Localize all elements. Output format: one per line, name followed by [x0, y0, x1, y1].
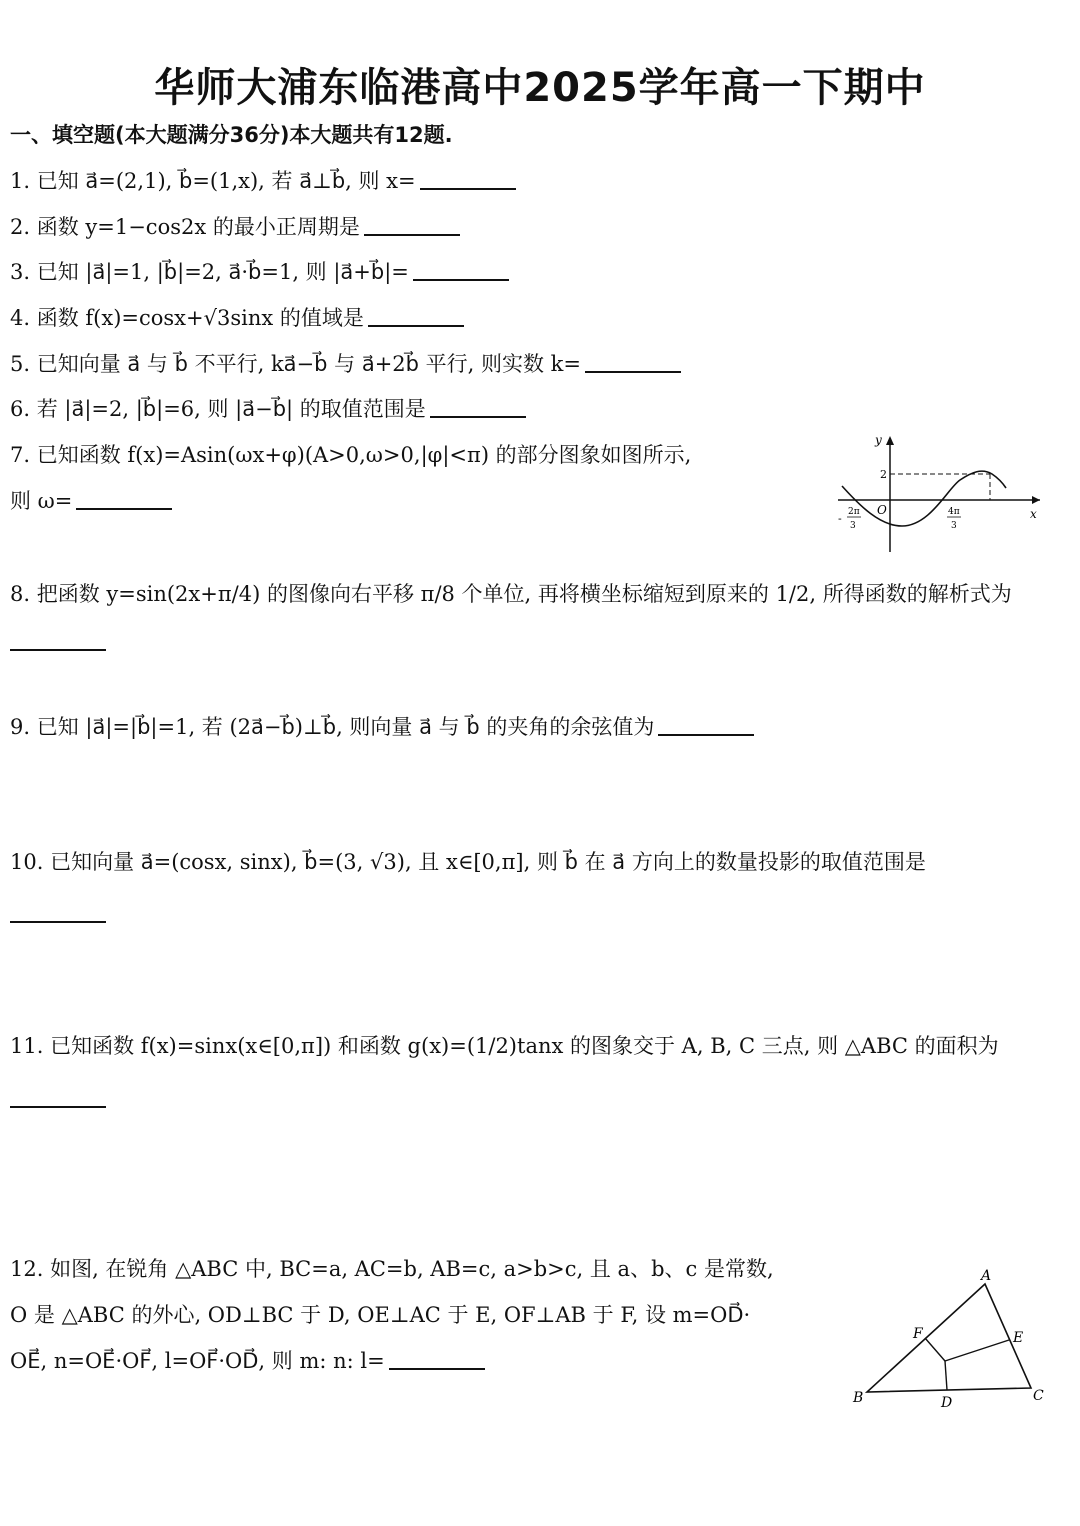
segment-of	[925, 1338, 945, 1361]
question-3	[10, 258, 509, 286]
question-2-text: 2. 函数 y=1−cos2x 的最小正周期是	[10, 215, 360, 239]
triangle-abc	[867, 1284, 1031, 1392]
answer-blank-12[interactable]	[389, 1368, 485, 1370]
vertex-a-label: A	[981, 1268, 992, 1284]
x-axis-label: x	[1030, 507, 1037, 521]
question-11: 11. 已知函数 f(x)=sinx(x∈[0,π]) 和函数 g(x)=(1/2)tanx 的图象交于 A, B, C 三点, 则 △ABC 的面积为	[10, 1034, 999, 1058]
answer-blank-8[interactable]	[10, 649, 106, 651]
origin-label: O	[877, 503, 887, 517]
question-8: 8. 把函数 y=sin(2x+π/4) 的图像向右平移 π/8 个单位, 再将横坐标缩短到原来的 1/2, 所得函数的解析式为	[10, 582, 1012, 606]
question-4-text: 4. 函数 f(x)=cosx+√3sinx 的值域是	[10, 306, 364, 330]
question-9-text: 9. 已知 |a⃗|=|b⃗|=1, 若 (2a⃗−b⃗)⊥b⃗, 则向量 a⃗ 与 b⃗ 的夹角的余弦值为	[10, 715, 655, 739]
answer-blank-2[interactable]	[364, 234, 460, 236]
vertex-c-label: C	[1033, 1388, 1044, 1404]
y-axis-label: y	[875, 433, 882, 447]
question-4	[10, 304, 464, 332]
answer-blank-1[interactable]	[420, 188, 516, 190]
answer-blank-9[interactable]	[658, 734, 754, 736]
x-axis-arrow	[1032, 496, 1040, 504]
right-tick-numerator: 4π	[948, 507, 960, 517]
y-tick-label: 2	[880, 468, 887, 481]
question-12-text: OE⃗, n=OE⃗·OF⃗, l=OF⃗·OD⃗, 则 m: n: l=	[10, 1349, 385, 1373]
question-8-answer-line	[10, 628, 106, 656]
segment-oe	[945, 1340, 1009, 1361]
y-axis-arrow	[886, 436, 894, 445]
point-e-label: E	[1013, 1330, 1024, 1346]
question-5	[10, 350, 681, 378]
answer-blank-11[interactable]	[10, 1106, 106, 1108]
question-10-answer-line	[10, 900, 106, 928]
question-7-text: 则 ω=	[10, 489, 73, 513]
section-heading: 一、填空题(本大题满分36分)本大题共有12题.	[10, 123, 453, 147]
question-10: 10. 已知向量 a⃗=(cosx, sinx), b⃗=(3, √3), 且 x∈[0,π], 则 b⃗ 在 a⃗ 方向上的数量投影的取值范围是	[10, 850, 926, 874]
question-6	[10, 395, 526, 423]
left-tick-denominator: 3	[850, 521, 856, 531]
answer-blank-5[interactable]	[585, 371, 681, 373]
question-12-triangle	[845, 1262, 1055, 1412]
sine-curve	[842, 471, 1006, 526]
point-f-label: F	[913, 1326, 923, 1342]
exam-title: 华师大浦东临港高中2025学年高一下期中	[154, 65, 926, 111]
answer-blank-10[interactable]	[10, 921, 106, 923]
question-9	[10, 713, 754, 741]
question-7-line-1: 7. 已知函数 f(x)=Asin(ωx+φ)(A>0,ω>0,|φ|<π) 的部分图象如图所示,	[10, 443, 692, 467]
point-d-label: D	[941, 1395, 953, 1411]
answer-blank-6[interactable]	[430, 416, 526, 418]
question-12-line-1: 12. 如图, 在锐角 △ABC 中, BC=a, AC=b, AB=c, a>b>c, 且 a、b、c 是常数,	[10, 1257, 774, 1281]
question-12-line-3	[10, 1347, 485, 1375]
question-2	[10, 213, 460, 241]
question-1-text: 1. 已知 a⃗=(2,1), b⃗=(1,x), 若 a⃗⊥b⃗, 则 x=	[10, 169, 416, 193]
question-7-graph	[830, 428, 1050, 558]
left-tick-sign: -	[838, 512, 842, 525]
right-tick-denominator: 3	[951, 521, 957, 531]
vertex-b-label: B	[853, 1390, 864, 1406]
question-6-text: 6. 若 |a⃗|=2, |b⃗|=6, 则 |a⃗−b⃗| 的取值范围是	[10, 397, 426, 421]
question-1	[10, 167, 516, 195]
segment-od	[945, 1361, 947, 1390]
question-7-line-2	[10, 487, 172, 515]
answer-blank-7[interactable]	[76, 508, 172, 510]
question-11-answer-line	[10, 1085, 106, 1113]
question-12-line-2: O 是 △ABC 的外心, OD⊥BC 于 D, OE⊥AC 于 E, OF⊥AB 于 F, 设 m=OD⃗·	[10, 1303, 751, 1327]
question-5-text: 5. 已知向量 a⃗ 与 b⃗ 不平行, ka⃗−b⃗ 与 a⃗+2b⃗ 平行, 则实数 k=	[10, 352, 582, 376]
answer-blank-3[interactable]	[413, 279, 509, 281]
left-tick-numerator: 2π	[848, 507, 860, 517]
answer-blank-4[interactable]	[368, 325, 464, 327]
question-3-text: 3. 已知 |a⃗|=1, |b⃗|=2, a⃗·b⃗=1, 则 |a⃗+b⃗|=	[10, 260, 409, 284]
